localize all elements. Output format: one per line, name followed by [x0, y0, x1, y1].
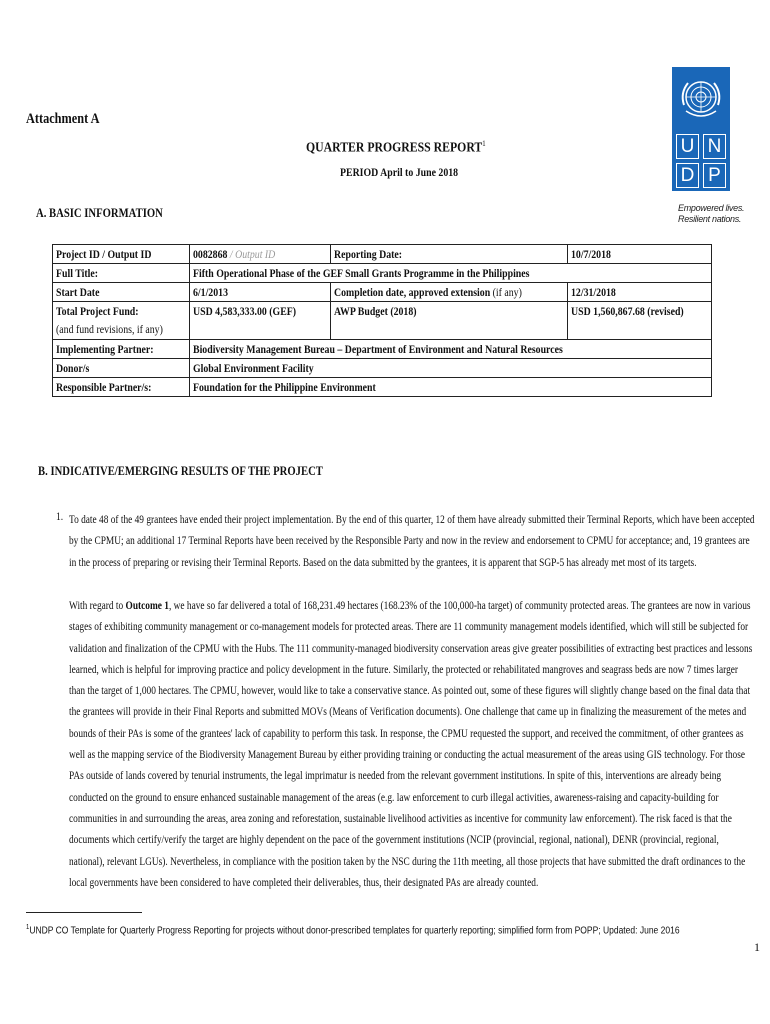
footnote-text: UNDP CO Template for Quarterly Progress Reporting for projects without donor-prescribed templates for quarterly reporting; simplified form from POPP; Updated: June 2016	[29, 925, 680, 937]
results-paragraph-1: To date 48 of the 49 grantees have ended their project implementation. By the end of this quarter, 12 of them have already submitted their Terminal Reports, which have been accepted by the CPMU; an additional 17 Terminal Reports have been received by the Responsible Party and now in the review and endorsement to CPMU for acceptance; and, 19 grantees are in the process of preparing or revising their Terminal Reports. Based on the data submitted by the grantees, it is apparent that SGP-5 has already met most of its targets.	[69, 512, 755, 569]
start-date-value: 6/1/2013	[193, 284, 229, 299]
table-row	[53, 302, 712, 321]
undp-logo	[672, 67, 730, 191]
list-item-number: 1.	[56, 509, 64, 523]
responsible-value: Foundation for the Philippine Environment	[193, 379, 377, 394]
outcome-1-label: Outcome 1	[125, 598, 169, 612]
completion-label: Completion date, approved extension	[334, 284, 491, 299]
project-id-separator: /	[227, 246, 236, 261]
report-period: PERIOD April to June 2018	[340, 165, 459, 179]
implementing-label-cell	[53, 340, 190, 359]
total-fund-value-cell	[190, 302, 331, 340]
logo-letter-p: P	[703, 163, 726, 188]
results-paragraph-2	[69, 595, 755, 893]
section-a-heading: A. BASIC INFORMATION	[36, 205, 163, 220]
implementing-value-cell	[190, 340, 712, 359]
section-b-heading: B. INDICATIVE/EMERGING RESULTS OF THE PROJECT	[38, 463, 323, 478]
reporting-date-value-cell	[567, 245, 711, 264]
reporting-date-label-cell	[331, 245, 567, 264]
tagline-line-2: Resilient nations.	[678, 214, 742, 224]
table-row	[53, 340, 712, 359]
basic-info-table	[52, 244, 712, 397]
report-title	[306, 139, 486, 157]
reporting-date-value: 10/7/2018	[570, 246, 611, 261]
logo-letter-u: U	[676, 134, 699, 159]
full-title-value-cell	[190, 264, 712, 283]
completion-value-cell	[567, 283, 711, 302]
responsible-label-cell	[53, 378, 190, 397]
start-date-label: Start Date	[56, 284, 100, 299]
completion-label-cell	[331, 283, 567, 302]
attachment-label: Attachment A	[26, 111, 100, 127]
footnote-divider	[26, 912, 142, 913]
total-fund-label-cell	[53, 302, 190, 321]
un-emblem-icon	[672, 67, 730, 129]
undp-letters	[676, 134, 726, 188]
para2-body: , we have so far delivered a total of 168,231.49 hectares (168.23% of the 100,000-ha target) of community protected areas. The grantees are now in various stages of exhibiting community management or co-management models for protected areas. There are 11 community management models identified, which will still be subjected for validation and finalization of the CPMU with the Hubs. The 111 community-managed biodiversity conservation areas give greater possibilities of extracting best practices and lessons learned, which is helpful for improving practice and policy development in the future. Similarly, the protected or rehabilitated mangroves and seagrass beds are now 7 times larger than the target of 1,000 hectares. The CPMU, however, would like to take a conservative stance. As pointed out, some of these figures will slightly change based on the final data that the grantees will provide in their Final Reports and submitted MOVs (Means of Verification documents). One challenge that came up in finalizing the measurement of the metes and bounds of their PAs is some of the grantees' lack of capability to perform this task. In response, the CPMU requested the support, and received the commitment, of other grantees as well as the mapping service of the Biodiversity Management Bureau by either providing training or conducting the actual measurement of the areas using GIS technology. For those PAs outside of lands covered by tenurial instruments, the legal imprimatur is needed from the relevant government institutions. In spite of this, interventions are already being conducted on the ground to ensure enhanced sustainable management of the areas (e.g. law enforcement to curb illegal activities, awareness-raising and capacity-building for communities in and surrounding the areas, area zoning and reforestation, sustainable livelihood activities as incentive for community law enforcement). The risk faced is that the documents which certify/verify the target are highly dependent on the pace of the government institutions (NCIP (provincial, regional, national), DENR (provincial, regional, national), relevant LGUs). Nevertheless, in compliance with the position taken by the NSC during the 11th meeting, all those projects that have submitted the draft ordinances to the local governments have been considered to have completed their deliverables, thus, their designated PAs are already counted.	[69, 598, 753, 889]
total-fund-value: USD 4,583,333.00 (GEF)	[193, 304, 297, 318]
footnote	[26, 924, 680, 936]
awp-value-cell	[567, 302, 711, 340]
project-id-label-cell	[53, 245, 190, 264]
donor-label-cell	[53, 359, 190, 378]
completion-value: 12/31/2018	[570, 284, 616, 299]
start-date-label-cell	[53, 283, 190, 302]
report-title-text: QUARTER PROGRESS REPORT	[306, 140, 483, 156]
project-id-value-cell	[190, 245, 331, 264]
implementing-value: Biodiversity Management Bureau – Department of Environment and Natural Resources	[193, 341, 564, 356]
table-row	[53, 245, 712, 264]
para2-prefix: With regard to	[69, 598, 126, 612]
full-title-value: Fifth Operational Phase of the GEF Small Grants Programme in the Philippines	[193, 265, 530, 280]
fund-revisions-cell	[53, 321, 190, 340]
completion-label-suffix: (if any)	[490, 284, 523, 299]
awp-label: AWP Budget (2018)	[334, 304, 418, 318]
project-id-value: 0082868	[193, 246, 228, 261]
footnote-mark: 1	[26, 924, 30, 931]
page-number: 1	[754, 940, 760, 954]
tagline-line-1: Empowered lives.	[678, 203, 745, 213]
logo-tagline	[678, 203, 758, 225]
table-row	[53, 283, 712, 302]
logo-letter-d: D	[676, 163, 699, 188]
awp-label-cell	[331, 302, 567, 340]
donor-value: Global Environment Facility	[193, 360, 314, 375]
start-date-value-cell	[190, 283, 331, 302]
output-id-placeholder: Output ID	[235, 246, 276, 261]
table-row	[53, 359, 712, 378]
title-footnote-mark: 1	[482, 139, 486, 148]
project-id-label: Project ID / Output ID	[56, 246, 152, 261]
full-title-label: Full Title:	[56, 265, 99, 280]
donor-label: Donor/s	[56, 360, 90, 375]
implementing-label: Implementing Partner:	[56, 341, 154, 356]
table-row	[53, 378, 712, 397]
awp-value: USD 1,560,867.68 (revised)	[570, 304, 684, 318]
total-fund-label: Total Project Fund:	[56, 303, 139, 318]
responsible-label: Responsible Partner/s:	[56, 379, 152, 394]
donor-value-cell	[190, 359, 712, 378]
logo-letter-n: N	[703, 134, 726, 159]
reporting-date-label: Reporting Date:	[334, 246, 403, 261]
responsible-value-cell	[190, 378, 712, 397]
fund-revisions-label: (and fund revisions, if any)	[56, 322, 163, 337]
full-title-label-cell	[53, 264, 190, 283]
table-row	[53, 264, 712, 283]
